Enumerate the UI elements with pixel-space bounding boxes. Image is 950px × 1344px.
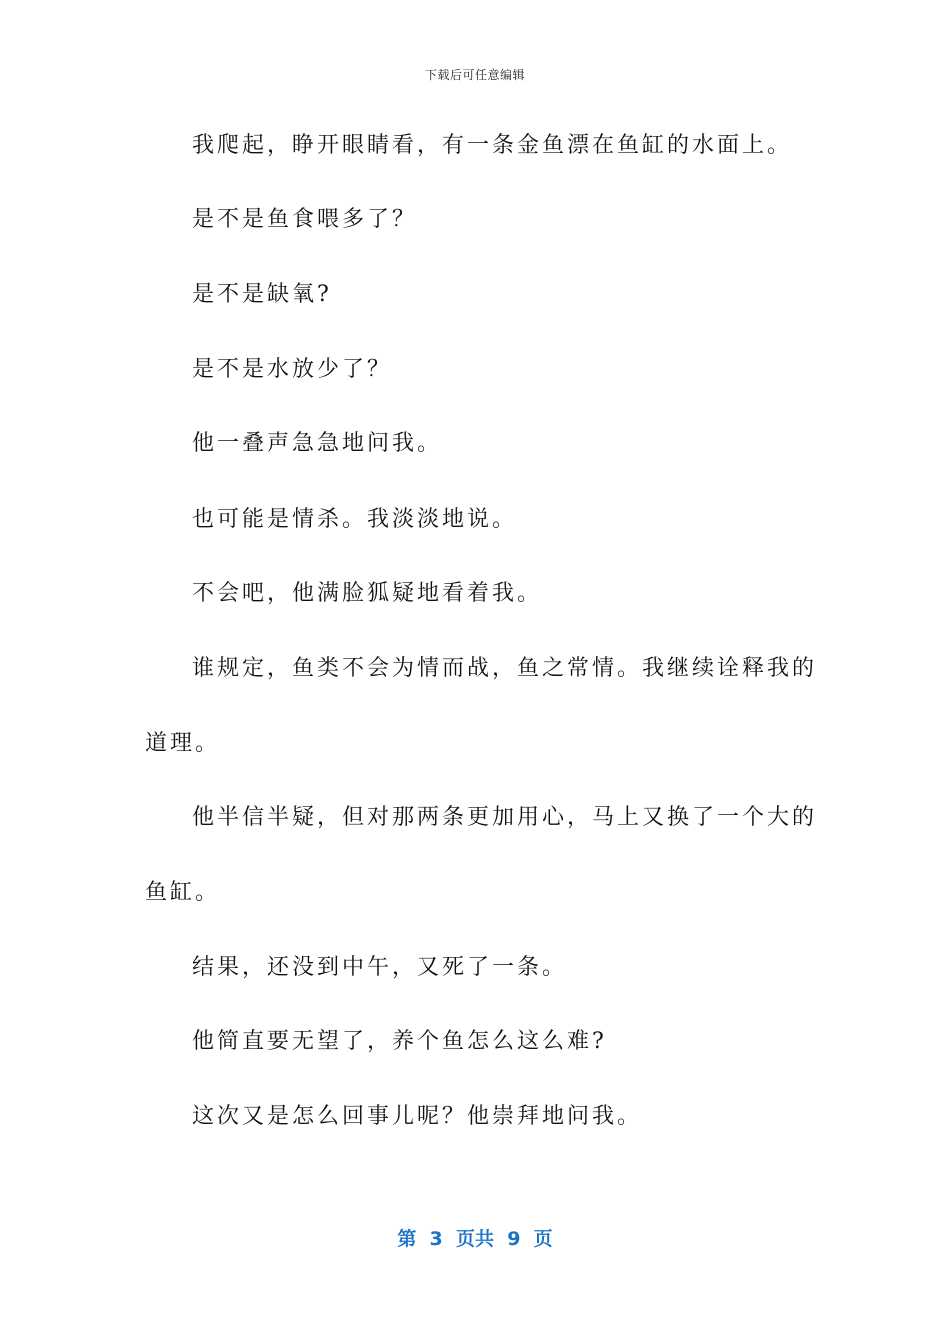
paragraph-line: 谁规定，鱼类不会为情而战，鱼之常情。我继续诠释我的	[192, 656, 818, 681]
paragraph-line: 他简直要无望了，养个鱼怎么这么难?	[192, 1029, 607, 1054]
paragraph-line: 道理。	[145, 731, 221, 756]
page-number: 第 3 页共 9 页	[397, 1228, 553, 1250]
paragraph-line: 他一叠声急急地问我。	[192, 431, 443, 456]
paragraph-line: 也可能是情杀。我淡淡地说。	[192, 507, 518, 532]
paragraph-line: 是不是鱼食喂多了？	[192, 207, 418, 232]
paragraph-line: 是不是水放少了？	[192, 357, 393, 382]
paragraph-line: 这次又是怎么回事儿呢？他崇拜地问我。	[192, 1104, 643, 1129]
paragraph-line: 结果，还没到中午，又死了一条。	[192, 955, 568, 980]
paragraph-line: 不会吧，他满脸狐疑地看着我。	[192, 581, 543, 606]
page-header: 下载后可任意编辑	[424, 68, 525, 82]
paragraph-line: 他半信半疑，但对那两条更加用心，马上又换了一个大的	[192, 805, 818, 830]
paragraph-line: 我爬起，睁开眼睛看，有一条金鱼漂在鱼缸的水面上。	[192, 133, 793, 158]
paragraph-line: 鱼缸。	[145, 880, 221, 905]
paragraph-line: 是不是缺氧?	[192, 282, 332, 307]
